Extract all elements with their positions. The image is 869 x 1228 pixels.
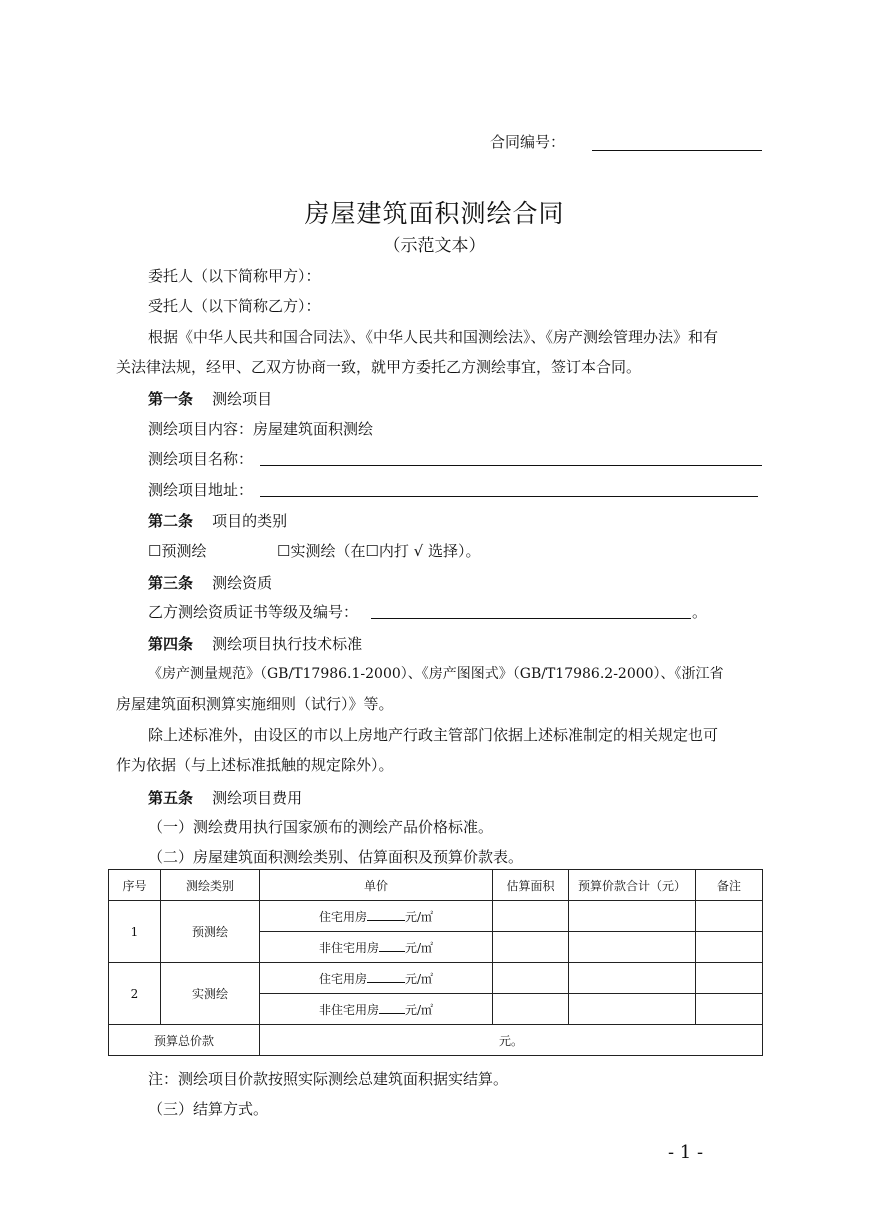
standards-line-2: 房屋建筑面积测算实施细则（试行）》等。 [116,695,394,713]
unit-price-blank[interactable] [379,1001,405,1014]
remark-cell[interactable] [696,994,763,1025]
project-content: 测绘项目内容：房屋建筑面积测绘 [148,420,374,438]
article-5-heading [148,787,302,808]
budget-cell[interactable] [569,963,696,994]
unit-price-cell [260,963,493,994]
option-actual-survey[interactable]: ☐实测绘（在☐内打 √ 选择）。 [277,542,481,560]
intro-line-1: 根据《中华人民共和国合同法》、《中华人民共和国测绘法》、《房产测绘管理办法》和有 [148,328,719,346]
contract-number-row [490,132,565,152]
area-cell[interactable] [493,963,569,994]
table-total-row [109,1025,763,1056]
unit-price-blank[interactable] [367,908,405,921]
table-header-cell: 估算面积 [493,870,569,901]
cert-label: 乙方测绘资质证书等级及编号： [148,603,359,621]
contract-number-blank [592,150,762,151]
unit-price-label: 非住宅用房 [318,1002,379,1017]
other-standards-line-1: 除上述标准外，由设区的市以上房地产行政主管部门依据上述标准制定的相关规定也可 [148,726,719,744]
remark-cell[interactable] [696,963,763,994]
area-cell[interactable] [493,932,569,963]
unit-price-unit: 元/㎡ [404,940,434,955]
budget-table [108,869,763,1056]
article-5-number: 第五条 [148,789,194,807]
table-header-cell: 预算价款合计（元） [569,870,696,901]
unit-price-cell [260,901,493,932]
fee-item-2: （二）房屋建筑面积测绘类别、估算面积及预算价款表。 [148,848,524,866]
table-header-cell: 序号 [109,870,161,901]
contract-number-label: 合同编号： [490,133,566,151]
article-4-heading [148,633,362,654]
row-number: 2 [109,963,161,1025]
unit-price-unit: 元/㎡ [404,909,434,924]
page-title: 房屋建筑面积测绘合同 [304,199,565,228]
article-3-title: 测绘资质 [212,574,273,592]
row-number: 1 [109,901,161,963]
unit-price-cell [260,932,493,963]
total-value[interactable]: 元。 [260,1025,763,1056]
page-number: - 1 - [668,1142,704,1163]
fee-note: 注：测绘项目价款按照实际测绘总建筑面积据实结算。 [148,1070,509,1088]
party-a: 委托人（以下简称甲方）： [148,267,321,285]
unit-price-blank[interactable] [379,939,405,952]
page-subtitle: （示范文本） [383,236,486,256]
article-2-title: 项目的类别 [212,512,288,530]
project-address-field[interactable] [260,496,758,497]
row-category: 实测绘 [161,963,260,1025]
unit-price-label: 非住宅用房 [318,940,379,955]
article-4-title: 测绘项目执行技术标准 [212,635,363,653]
table-row [109,901,763,932]
article-3-number: 第三条 [148,574,194,592]
article-2-heading [148,510,287,531]
article-4-number: 第四条 [148,635,194,653]
table-row [109,963,763,994]
row-category: 预测绘 [161,901,260,963]
project-address-label: 测绘项目地址： [148,481,254,499]
unit-price-unit: 元/㎡ [404,971,434,986]
other-standards-line-2: 作为依据（与上述标准抵触的规定除外）。 [116,756,394,774]
total-label: 预算总价款 [109,1025,260,1056]
article-1-heading [148,388,272,409]
remark-cell[interactable] [696,932,763,963]
budget-cell[interactable] [569,994,696,1025]
remark-cell[interactable] [696,901,763,932]
area-cell[interactable] [493,901,569,932]
article-3-heading [148,572,272,593]
unit-price-label: 住宅用房 [318,971,367,986]
intro-line-2: 关法律法规，经甲、乙双方协商一致，就甲方委托乙方测绘事宜，签订本合同。 [116,358,642,376]
table-header-row [109,870,763,901]
budget-cell[interactable] [569,932,696,963]
option-pre-survey[interactable]: ☐预测绘 [148,542,207,560]
unit-price-label: 住宅用房 [318,909,367,924]
project-name-field[interactable] [260,465,762,466]
standards-line-1: 《房产测量规范》（GB/T17986.1-2000）、《房产图图式》（GB/T17986.2-2000）、《浙江省 [148,666,724,682]
unit-price-unit: 元/㎡ [404,1002,434,1017]
article-1-title: 测绘项目 [212,390,273,408]
cert-end: 。 [692,603,708,621]
article-5-title: 测绘项目费用 [212,789,303,807]
area-cell[interactable] [493,994,569,1025]
table-header-cell: 备注 [696,870,763,901]
project-name-label: 测绘项目名称： [148,450,254,468]
unit-price-cell [260,994,493,1025]
unit-price-blank[interactable] [367,970,405,983]
article-1-number: 第一条 [148,390,194,408]
table-header-cell: 测绘类别 [161,870,260,901]
party-b: 受托人（以下简称乙方）： [148,297,321,315]
cert-field[interactable] [371,618,691,619]
table-header-cell: 单价 [260,870,493,901]
fee-item-1: （一）测绘费用执行国家颁布的测绘产品价格标准。 [148,818,494,836]
fee-item-3: （三）结算方式。 [148,1100,269,1118]
budget-cell[interactable] [569,901,696,932]
article-2-number: 第二条 [148,512,194,530]
